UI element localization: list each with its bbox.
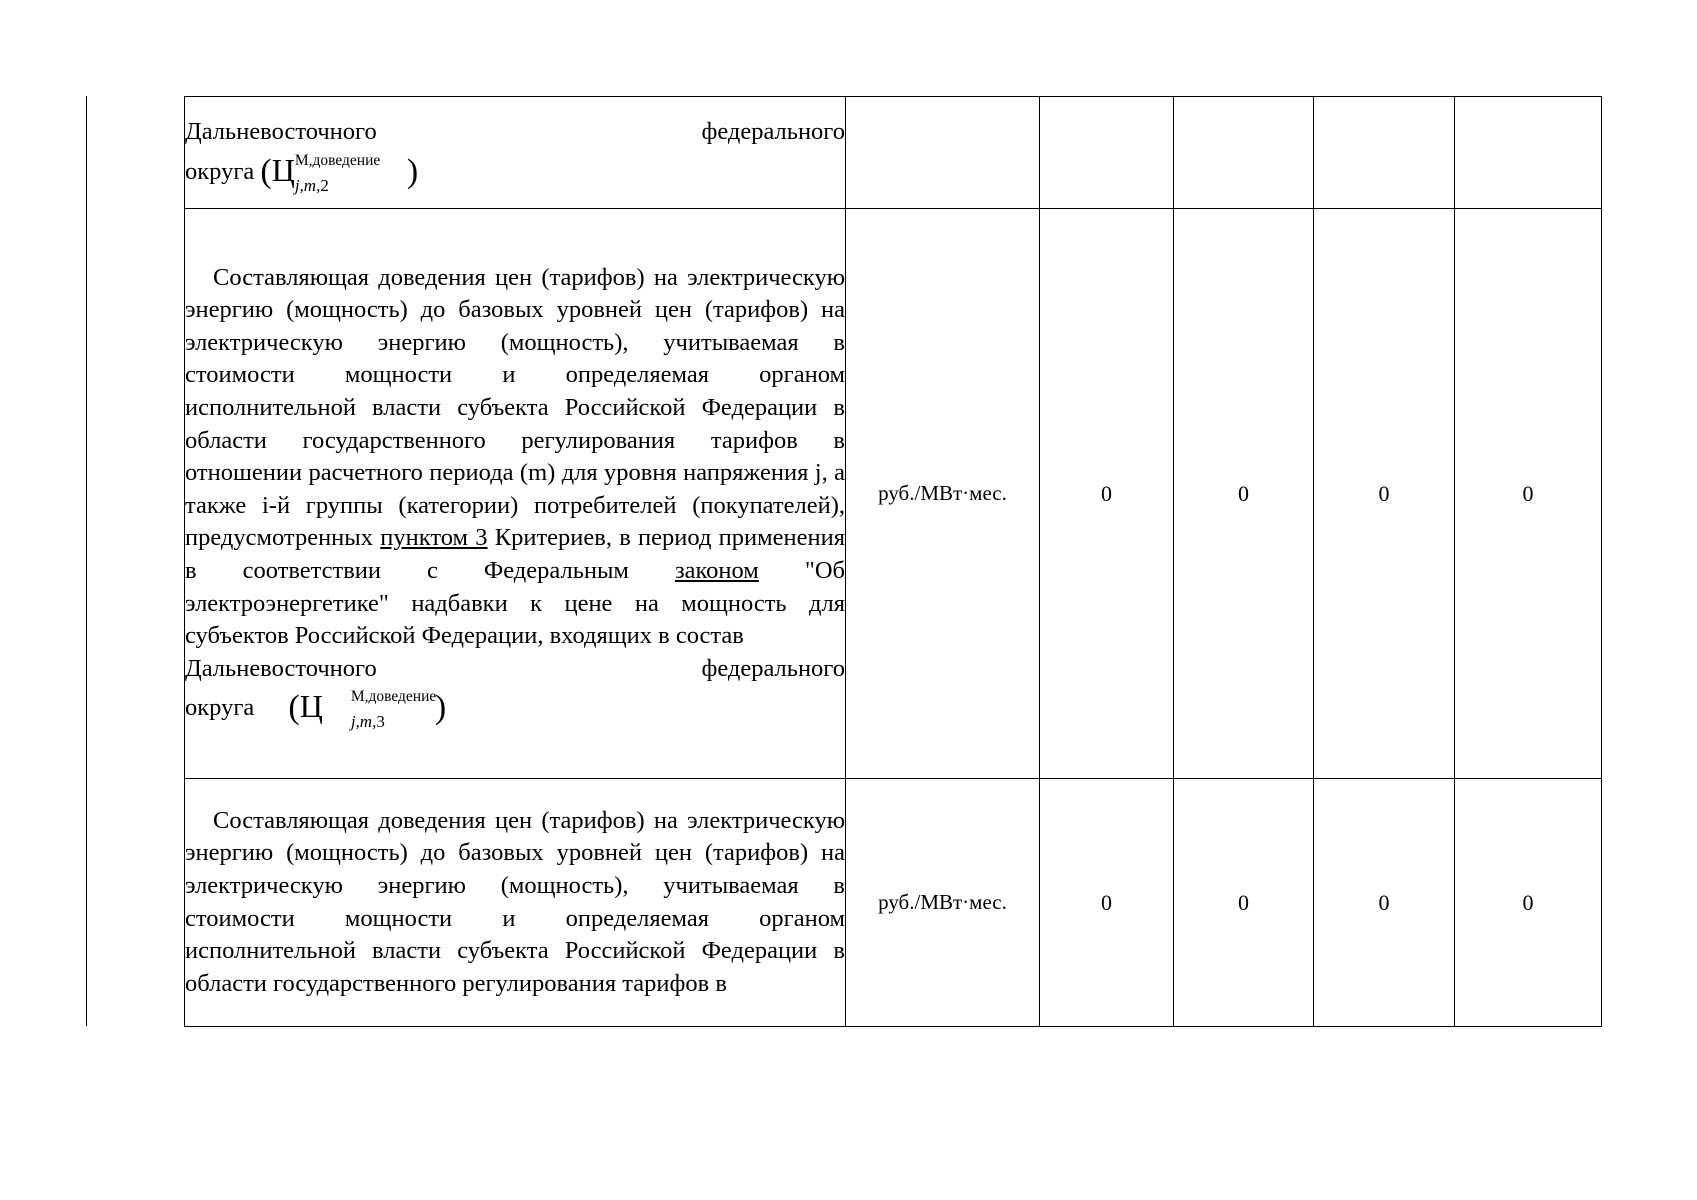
description-cell xyxy=(185,779,846,1027)
unit-cell: руб./МВт·мес. xyxy=(846,779,1040,1027)
description-text-mid: Критериев, в период применения в соответствии с Федеральным xyxy=(185,524,845,584)
description-line: Дальневосточного федерального xyxy=(185,654,845,682)
page-margin-line xyxy=(86,96,87,1026)
tariff-table xyxy=(184,96,1602,1027)
unit-cell xyxy=(846,97,1040,209)
formula-base: Ц xyxy=(299,688,323,725)
description-text: Составляющая доведения цен (тарифов) на электрическую энергию (мощность) до базовых уровней цен (тарифов) на электрическую энергию (мощность), учитываемая в стоимости мощности и определяемая органом исполнительной власти субъекта Российской Федерации в области государственного регулирования тарифов в отношении расчетного периода (m) для уровня напряжения j, а также i-й группы (категории) потребителей (покупателей), предусмотренных xyxy=(185,263,845,552)
value-cell xyxy=(1174,97,1314,209)
value-cell: 0 xyxy=(1455,779,1602,1027)
formula-base: Ц xyxy=(271,151,295,188)
value-cell: 0 xyxy=(1174,209,1314,779)
value-cell: 0 xyxy=(1314,779,1455,1027)
value-cell xyxy=(1040,97,1174,209)
value-cell xyxy=(1314,97,1455,209)
value-cell: 0 xyxy=(1040,209,1174,779)
description-cell xyxy=(185,97,846,209)
price-formula: (Ц М,доведение j,m,2 ) xyxy=(260,149,418,189)
criteria-point-link[interactable]: пунктом 3 xyxy=(380,524,488,552)
federal-law-link[interactable]: законом xyxy=(674,556,759,584)
price-formula: (Ц М,доведение j,m,3 ) xyxy=(260,685,446,725)
value-cell xyxy=(1455,97,1602,209)
formula-subscript-number: 2 xyxy=(320,175,329,195)
value-cell: 0 xyxy=(1455,209,1602,779)
unit-cell: руб./МВт·мес. xyxy=(846,209,1040,779)
description-text-end: "Об электроэнергетике" надбавки к цене на мощность для субъектов Российской Федерации, входящих в состав xyxy=(185,556,845,650)
description-cell xyxy=(185,209,846,779)
value-cell: 0 xyxy=(1314,209,1455,779)
description-text: Составляющая доведения цен (тарифов) на электрическую энергию (мощность) до базовых уровней цен (тарифов) на электрическую энергию (мощность), учитываемая в стоимости мощности и определяемая органом исполнительной власти субъекта Российской Федерации в области государственного регулирования тарифов в xyxy=(185,806,845,997)
table-row xyxy=(185,209,1602,779)
formula-superscript: М,доведение xyxy=(350,688,437,706)
formula-subscript: j,m, xyxy=(294,175,321,195)
formula-subscript: j,m, xyxy=(350,712,377,732)
value-cell: 0 xyxy=(1174,779,1314,1027)
description-line: округа xyxy=(185,694,255,722)
value-cell: 0 xyxy=(1040,779,1174,1027)
table-row xyxy=(185,779,1602,1027)
formula-superscript: М,доведение xyxy=(294,151,381,169)
description-line: Дальневосточного федерального xyxy=(185,118,845,146)
table-row xyxy=(185,97,1602,209)
description-line: округа xyxy=(185,157,255,185)
formula-subscript-number: 3 xyxy=(376,712,385,732)
